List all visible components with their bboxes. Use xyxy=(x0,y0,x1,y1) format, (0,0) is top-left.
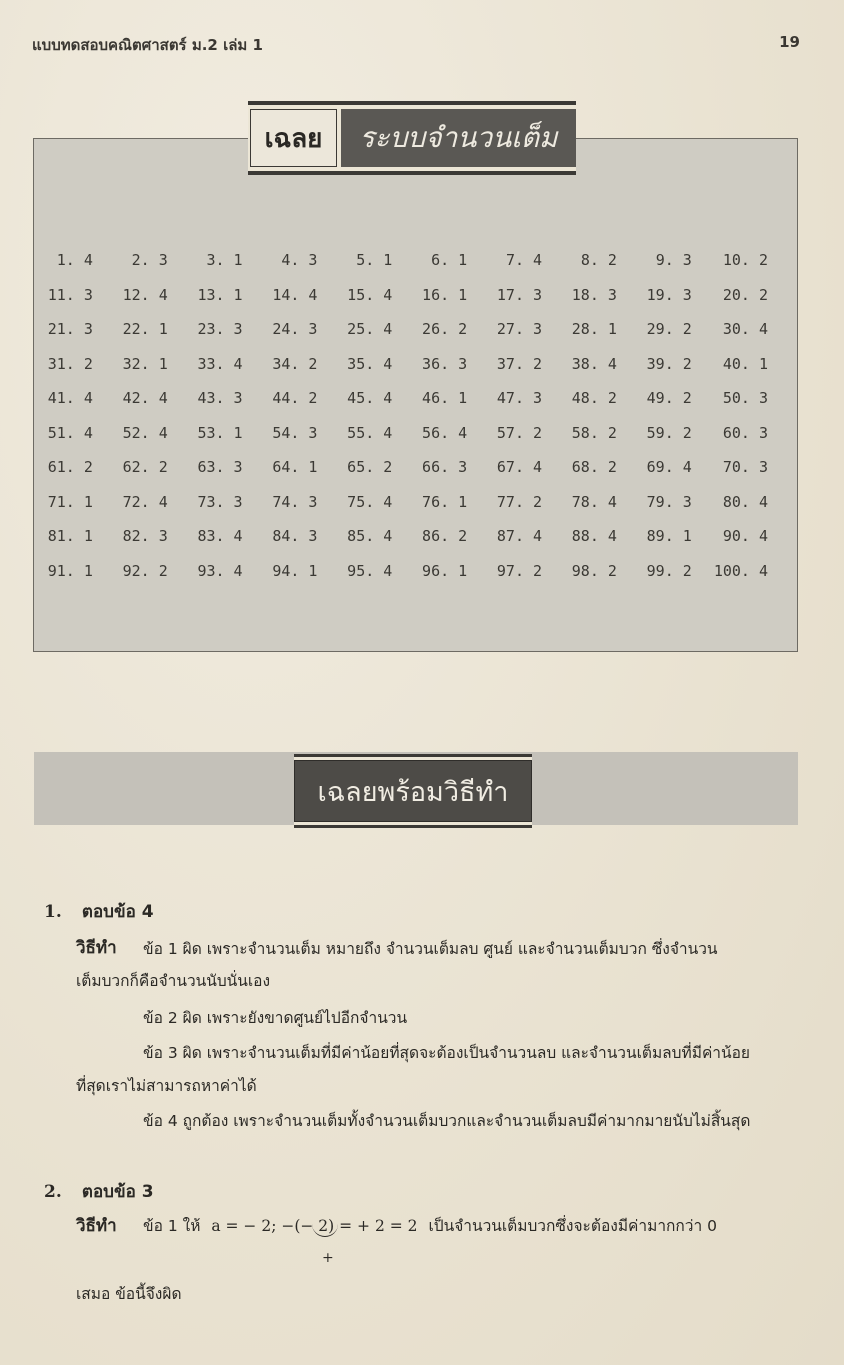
answer-cell: 95. 4 xyxy=(347,561,393,580)
answer-cell: 47. 3 xyxy=(496,389,543,407)
answer-cell: 52. 4 xyxy=(122,423,168,442)
answer-cell: 11. 3 xyxy=(47,285,93,304)
answer-cell: 1. 4 xyxy=(56,251,93,269)
answer-cell: 73. 3 xyxy=(197,492,243,511)
answer-cell: 76. 1 xyxy=(422,492,468,511)
answer-cell: 92. 2 xyxy=(122,561,168,580)
running-head: แบบทดสอบคณิตศาสตร์ ม.2 เล่ม 1 xyxy=(32,36,263,54)
answer-cell: 78. 4 xyxy=(571,492,617,511)
answer-cell: 36. 3 xyxy=(422,354,468,373)
answer-cell: 6. 1 xyxy=(431,251,468,269)
solution-line: ข้อ 3 ผิด เพราะจำนวนเต็มที่มีค่าน้อยที่สุดจะต้องเป็นจำนวนลบ และจำนวนเต็มลบที่มีค่าน้อย xyxy=(143,1044,750,1062)
answer-cell: 63. 3 xyxy=(197,458,243,476)
answer-cell: 26. 2 xyxy=(422,320,468,338)
answer-cell: 33. 4 xyxy=(197,354,243,373)
answer-cell: 32. 1 xyxy=(122,354,168,373)
answer-cell: 51. 4 xyxy=(47,423,93,442)
answer-cell: 99. 2 xyxy=(646,561,692,580)
answer-cell: 8. 2 xyxy=(580,251,617,269)
answer-cell: 61. 2 xyxy=(47,458,93,476)
solution-answer: ตอบข้อ 3 xyxy=(81,1182,154,1202)
answer-cell: 40. 1 xyxy=(722,354,768,373)
answer-cell: 80. 4 xyxy=(722,492,768,511)
answer-cell: 35. 4 xyxy=(347,354,393,373)
answer-cell: 50. 3 xyxy=(722,389,768,407)
answer-cell: 5. 1 xyxy=(356,251,393,269)
answer-cell: 19. 3 xyxy=(646,285,692,304)
answer-cell: 60. 3 xyxy=(722,423,768,442)
answer-key-title-banner xyxy=(248,101,576,175)
answer-cell: 83. 4 xyxy=(197,527,243,545)
solution-line: ข้อ 1 ผิด เพราะจำนวนเต็ม หมายถึง จำนวนเต็มลบ ศูนย์ และจำนวนเต็มบวก ซึ่งจำนวน xyxy=(143,940,718,958)
answer-cell: 56. 4 xyxy=(422,423,468,442)
answer-cell: 88. 4 xyxy=(571,527,617,545)
answer-cell: 9. 3 xyxy=(655,251,692,269)
solution-line: ที่สุดเราไม่สามารถหาค่าได้ xyxy=(76,1077,257,1095)
solution-line: ข้อ 2 ผิด เพราะยังขาดศูนย์ไปอีกจำนวน xyxy=(143,1009,408,1027)
answer-key-title: ระบบจำนวนเต็ม xyxy=(341,109,576,167)
answer-key-label: เฉลย xyxy=(250,109,337,167)
solution-line: เต็มบวกก็คือจำนวนนับนั่นเอง xyxy=(76,972,271,990)
answer-cell: 44. 2 xyxy=(272,389,318,407)
answer-cell: 31. 2 xyxy=(47,354,93,373)
solutions-title-banner xyxy=(294,754,532,828)
answer-cell: 58. 2 xyxy=(571,423,617,442)
answer-cell: 62. 2 xyxy=(122,458,168,476)
answer-cell: 22. 1 xyxy=(122,320,168,338)
answer-cell: 65. 2 xyxy=(347,458,393,476)
answer-cell: 87. 4 xyxy=(496,527,543,545)
answer-cell: 21. 3 xyxy=(47,320,93,338)
answer-cell: 25. 4 xyxy=(347,320,393,338)
answer-cell: 49. 2 xyxy=(646,389,692,407)
answer-cell: 57. 2 xyxy=(496,423,543,442)
solutions-title: เฉลยพร้อมวิธีทำ xyxy=(294,760,532,822)
answer-cell: 48. 2 xyxy=(571,389,617,407)
answer-cell: 27. 3 xyxy=(496,320,543,338)
solution-line: เสมอ ข้อนี้จึงผิด xyxy=(76,1285,182,1303)
answer-cell: 41. 4 xyxy=(47,389,93,407)
answer-cell: 91. 1 xyxy=(47,561,93,580)
answer-cell: 72. 4 xyxy=(122,492,168,511)
answer-grid xyxy=(40,243,790,588)
answer-cell: 90. 4 xyxy=(722,527,768,545)
answer-cell: 81. 1 xyxy=(47,527,93,545)
solution-number: 1. xyxy=(44,902,62,922)
answer-cell: 68. 2 xyxy=(571,458,617,476)
answer-cell: 77. 2 xyxy=(496,492,543,511)
solution-number: 2. xyxy=(44,1182,62,1202)
answer-cell: 45. 4 xyxy=(347,389,393,407)
line-prefix: ข้อ 1 ให้ xyxy=(143,1217,201,1235)
answer-cell: 14. 4 xyxy=(272,285,318,304)
answer-cell: 10. 2 xyxy=(722,251,768,269)
answer-cell: 16. 1 xyxy=(422,285,468,304)
answer-cell: 94. 1 xyxy=(272,561,318,580)
solution-line: ข้อ 4 ถูกต้อง เพราะจำนวนเต็มทั้งจำนวนเต็มบวกและจำนวนเต็มลบมีค่ามากมายนับไม่สิ้นสุด xyxy=(143,1112,751,1130)
answer-cell: 97. 2 xyxy=(496,561,543,580)
math-expression: a = − 2; −(− 2) = + 2 = 2 xyxy=(211,1217,418,1235)
answer-cell: 67. 4 xyxy=(496,458,543,476)
answer-cell: 53. 1 xyxy=(197,423,243,442)
answer-cell: 59. 2 xyxy=(646,423,692,442)
answer-cell: 84. 3 xyxy=(272,527,318,545)
answer-cell: 24. 3 xyxy=(272,320,318,338)
answer-cell: 13. 1 xyxy=(197,285,243,304)
solution-2-heading xyxy=(44,1178,154,1205)
answer-cell: 30. 4 xyxy=(722,320,768,338)
line-suffix: เป็นจำนวนเต็มบวกซึ่งจะต้องมีค่ามากกว่า 0 xyxy=(428,1217,718,1235)
answer-cell: 96. 1 xyxy=(422,561,468,580)
answer-cell: 55. 4 xyxy=(347,423,393,442)
answer-cell: 82. 3 xyxy=(122,527,168,545)
page-number: 19 xyxy=(779,33,800,51)
answer-cell: 79. 3 xyxy=(646,492,692,511)
answer-cell: 93. 4 xyxy=(197,561,243,580)
sign-note: + xyxy=(322,1250,334,1266)
answer-cell: 64. 1 xyxy=(272,458,318,476)
answer-cell: 34. 2 xyxy=(272,354,318,373)
answer-cell: 3. 1 xyxy=(206,251,243,269)
answer-cell: 28. 1 xyxy=(571,320,617,338)
answer-cell: 46. 1 xyxy=(422,389,468,407)
answer-cell: 89. 1 xyxy=(646,527,692,545)
answer-cell: 4. 3 xyxy=(281,251,318,269)
solution-answer: ตอบข้อ 4 xyxy=(81,902,154,922)
answer-cell: 17. 3 xyxy=(496,285,543,304)
solution-1-heading xyxy=(44,898,154,925)
answer-cell: 15. 4 xyxy=(347,285,393,304)
answer-cell: 86. 2 xyxy=(422,527,468,545)
answer-cell: 39. 2 xyxy=(646,354,692,373)
solution-line xyxy=(143,1213,717,1238)
answer-cell: 85. 4 xyxy=(347,527,393,545)
method-label: วิธีทำ xyxy=(76,938,117,958)
answer-cell: 12. 4 xyxy=(122,285,168,304)
answer-cell: 66. 3 xyxy=(422,458,468,476)
answer-cell: 29. 2 xyxy=(646,320,692,338)
answer-cell: 71. 1 xyxy=(47,492,93,511)
answer-cell: 20. 2 xyxy=(722,285,768,304)
answer-cell: 37. 2 xyxy=(496,354,543,373)
answer-cell: 38. 4 xyxy=(571,354,617,373)
answer-cell: 69. 4 xyxy=(646,458,692,476)
answer-cell: 74. 3 xyxy=(272,492,318,511)
answer-cell: 75. 4 xyxy=(347,492,393,511)
answer-cell: 18. 3 xyxy=(571,285,617,304)
answer-cell: 7. 4 xyxy=(505,251,543,269)
answer-cell: 23. 3 xyxy=(197,320,243,338)
answer-cell: 70. 3 xyxy=(722,458,768,476)
method-label: วิธีทำ xyxy=(76,1216,117,1236)
answer-cell: 98. 2 xyxy=(571,561,617,580)
answer-cell: 42. 4 xyxy=(122,389,168,407)
answer-cell: 43. 3 xyxy=(197,389,243,407)
answer-cell: 54. 3 xyxy=(272,423,318,442)
answer-cell: 100. 4 xyxy=(713,561,768,580)
answer-cell: 2. 3 xyxy=(131,251,168,269)
